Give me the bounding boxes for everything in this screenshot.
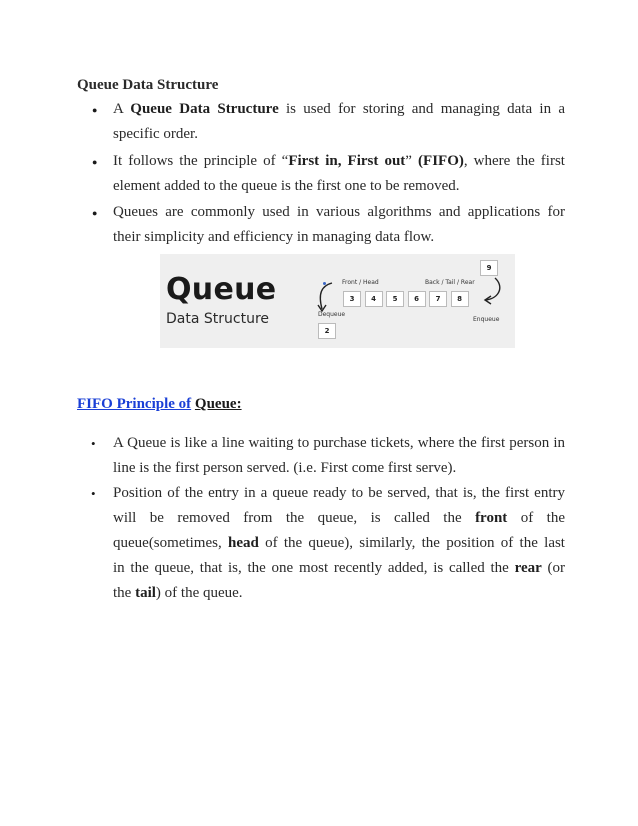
- list-item-text: [113, 149, 565, 199]
- bullet-icon: ●: [92, 157, 98, 167]
- queue-cell: 4: [365, 291, 383, 307]
- text-line: queue(sometimes, head of the queue), similarly, the position of the last: [113, 535, 565, 551]
- text-line: Position of the entry in a queue ready to be served, that is, the first entry: [113, 485, 565, 501]
- enqueue-label: Enqueue: [473, 316, 500, 323]
- outgoing-cell: 2: [318, 323, 336, 339]
- text-line: It follows the principle of “First in, First out” (FIFO), where the first: [113, 153, 565, 169]
- figure-title: Queue: [166, 272, 277, 307]
- bullet-icon: •: [91, 436, 96, 451]
- dequeue-arrow-icon: [320, 283, 332, 309]
- dequeue-label: Dequeue: [318, 311, 346, 318]
- text-line: A Queue is like a line waiting to purchase tickets, where the first person in: [113, 435, 565, 451]
- section-heading-queue-data-structure: Queue Data Structure: [77, 77, 219, 93]
- bullet-icon: ●: [92, 208, 98, 218]
- front-head-label: Front / Head: [342, 279, 379, 286]
- text-line: specific order.: [113, 126, 198, 142]
- text-line: will be removed from the queue, is called the front of the: [113, 510, 565, 526]
- bullet-icon: •: [91, 486, 96, 501]
- back-tail-rear-label: Back / Tail / Rear: [425, 279, 475, 286]
- queue-cell: 5: [386, 291, 404, 307]
- queue-cell: 8: [451, 291, 469, 307]
- text-line: in the queue, that is, the one most recently added, is called the rear (or: [113, 560, 565, 576]
- incoming-cell: 9: [480, 260, 498, 276]
- queue-cell: 6: [408, 291, 426, 307]
- fifo-principle-link[interactable]: FIFO Principle of: [77, 396, 192, 412]
- enqueue-arrow-icon: [486, 278, 500, 300]
- text-line: element added to the queue is the first one to be removed.: [113, 178, 460, 194]
- queue-figure: [160, 254, 515, 348]
- text-line: the tail) of the queue.: [113, 585, 243, 601]
- fifo-heading-queue: Queue:: [194, 396, 242, 412]
- list-item-text: [113, 431, 565, 481]
- text-line: Queues are commonly used in various algorithms and applications for: [113, 204, 565, 220]
- section-heading-fifo: [77, 396, 242, 413]
- figure-arrows: [160, 254, 515, 348]
- text-line: line is the first person served. (i.e. First come first serve).: [113, 460, 457, 476]
- list-item-text: [113, 200, 565, 250]
- text-line: A Queue Data Structure is used for storing and managing data in a: [113, 101, 565, 117]
- figure-subtitle: Data Structure: [166, 311, 270, 327]
- queue-cell: 3: [343, 291, 361, 307]
- list-item-text: [113, 481, 565, 606]
- queue-cell: 7: [429, 291, 447, 307]
- list-item-text: [113, 97, 565, 147]
- text-line: their simplicity and efficiency in managing data flow.: [113, 229, 435, 245]
- bullet-icon: ●: [92, 105, 98, 115]
